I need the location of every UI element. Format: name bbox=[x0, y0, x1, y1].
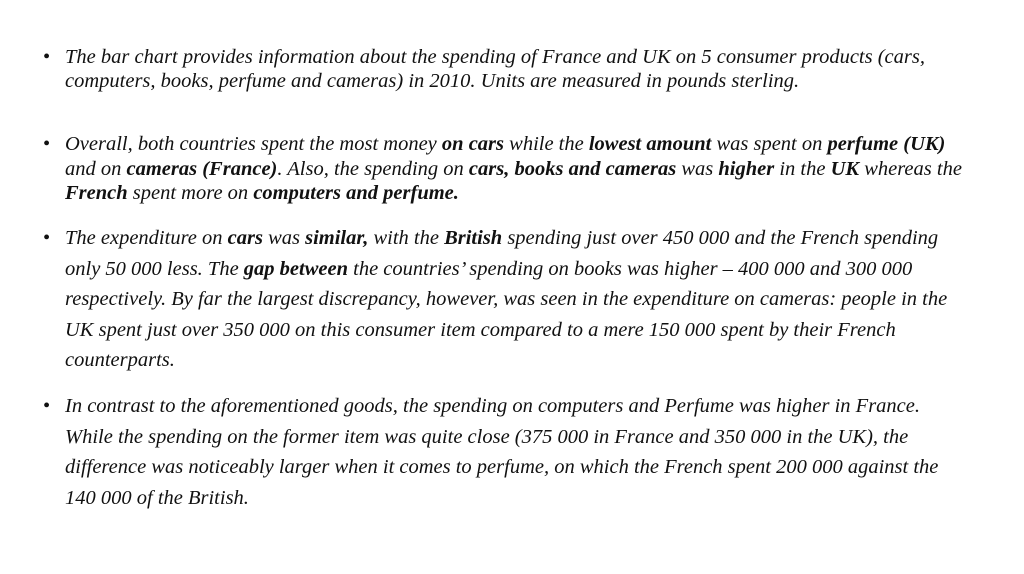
emphasized-text: British bbox=[444, 227, 503, 249]
emphasized-text: on cars bbox=[441, 133, 505, 155]
emphasized-text: perfume (UK) bbox=[827, 133, 946, 155]
text-run: the countries’ spending on books was higher – 400 000 and 300 000 respectively. By far the largest discrepancy, however, was seen in the expenditure on cameras: people in the UK spent just over 350 000 on this consumer item compared to a mere 150 000 spent by their French counterparts. bbox=[65, 257, 948, 371]
emphasized-text: higher bbox=[718, 157, 775, 180]
emphasized-text: cameras (France) bbox=[126, 157, 278, 180]
text-run: while the bbox=[504, 133, 589, 155]
text-run: was bbox=[262, 227, 306, 249]
text-run: Overall, both countries spent the most money bbox=[65, 133, 442, 155]
bullet-item-overview bbox=[65, 132, 965, 206]
emphasized-text: cars bbox=[227, 227, 263, 249]
text-run: was spent on bbox=[711, 133, 828, 155]
text-run: in the bbox=[774, 157, 831, 180]
emphasized-text: lowest amount bbox=[588, 133, 712, 155]
emphasized-text: French bbox=[65, 182, 128, 204]
emphasized-text: computers and perfume. bbox=[253, 182, 459, 204]
text-run: with the bbox=[368, 227, 445, 249]
text-run: was bbox=[676, 157, 719, 180]
text-run: In contrast to the aforementioned goods, the spending on computers and Perfume was higher in France. While the spending on the former item was quite close (375 000 in France and 350 000 in the UK), the difference was noticeably larger when it comes to perfume, on which the French spent 200 000 against the 140 000 of the British. bbox=[65, 395, 939, 509]
text-run: The expenditure on bbox=[65, 227, 228, 249]
text-run: spending just over 450 000 and the French spending only 50 000 less. The bbox=[65, 227, 939, 280]
text-run: spent more on bbox=[127, 182, 254, 204]
emphasized-text: similar, bbox=[305, 227, 369, 249]
text-run: The bar chart provides information about the spending of France and UK on 5 consumer products (cars, computers, books, perfume and cameras) in 2010. Units are measured in pounds sterling. bbox=[65, 46, 925, 92]
bullet-item-computers-perfume bbox=[65, 391, 965, 513]
emphasized-text: cars, books and cameras bbox=[468, 157, 677, 180]
text-run: and on bbox=[65, 157, 127, 180]
text-run: whereas the bbox=[859, 157, 962, 180]
emphasized-text: UK bbox=[830, 157, 860, 180]
emphasized-text: gap between bbox=[243, 257, 348, 280]
text-run: . Also, the spending on bbox=[277, 157, 469, 180]
bullet-item-cars-books-cameras bbox=[65, 223, 965, 376]
bullet-item-summary bbox=[65, 45, 965, 93]
